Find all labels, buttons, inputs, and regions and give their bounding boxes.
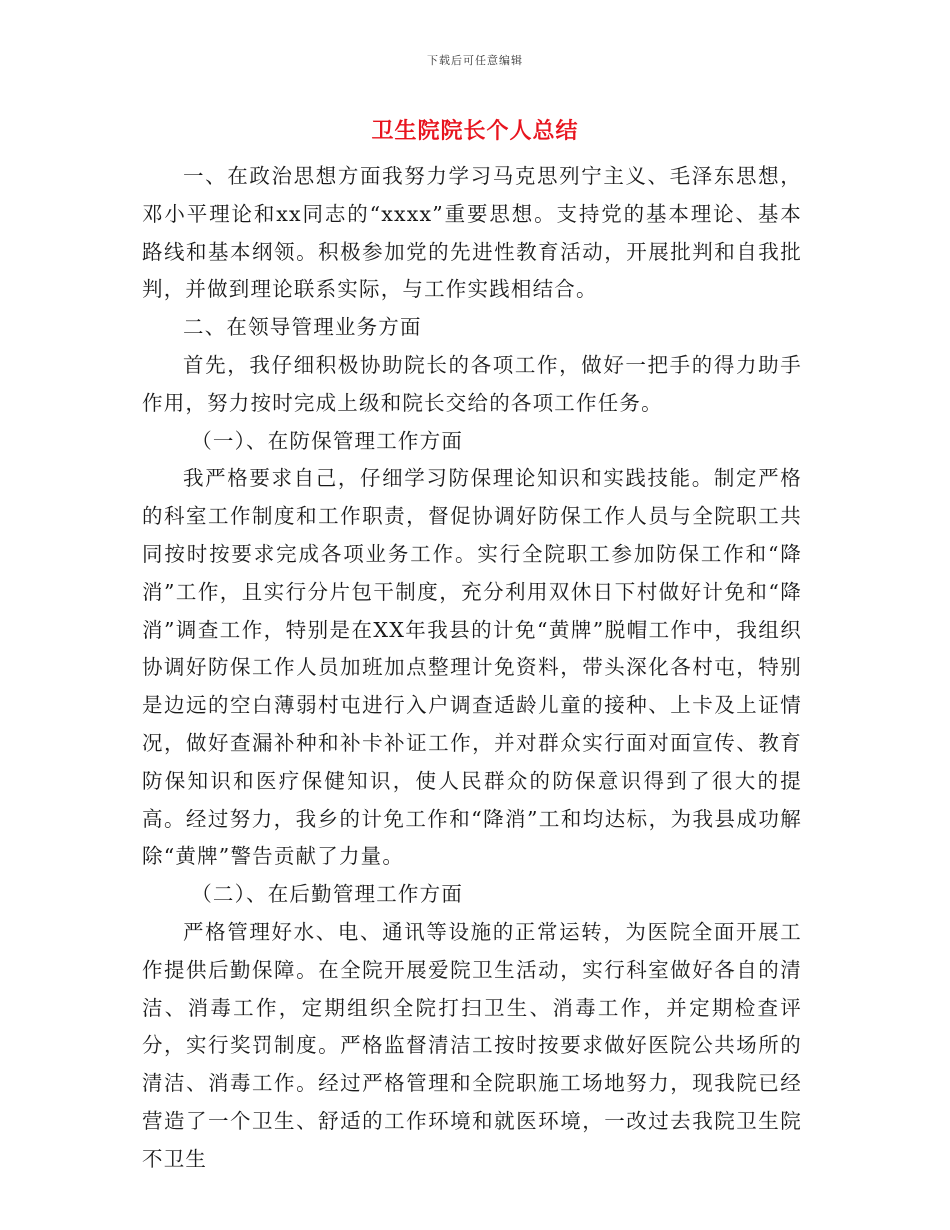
section-heading-leadership: 二、在领导管理业务方面 xyxy=(183,315,422,340)
paragraph-logistics-work: 严格管理好水、电、通讯等设施的正常运转，为医院全面开展工作提供后勤保障。在全院开展爱院卫生活动，实行科室做好各自的清洁、消毒工作，定期组织全院打扫卫生、消毒工作，并定期检查评分，实行奖罚制度。严格监督清洁工按时按要求做好医院公共场所的清洁、消毒工作。经过严格管理和全院职施工场地努力，现我院已经营造了一个卫生、舒适的工作环境和就医环境，一改过去我院卫生院不卫生 xyxy=(142,919,802,1171)
document-body xyxy=(142,158,802,1179)
paragraph-prevention-work: 我严格要求自己，仔细学习防保理论知识和实践技能。制定严格的科室工作制度和工作职责，督促协调好防保工作人员与全院职工共同按时按要求完成各项业务工作。实行全院职工参加防保工作和“降消”工作，且实行分片包干制度，充分利用双休日下村做好计免和“降消”调查工作，特别是在XX年我县的计免“黄牌”脱帽工作中，我组织协调好防保工作人员加班加点整理计免资料，带头深化各村屯，特别是边远的空白薄弱村屯进行入户调查适龄儿童的接种、上卡及上证情况，做好查漏补种和补卡补证工作，并对群众实行面对面宣传、教育防保知识和医疗保健知识，使人民群众的防保意识得到了很大的提高。经过努力，我乡的计免工作和“降消”工和均达标，为我县成功解除“黄牌”警告贡献了力量。 xyxy=(142,466,802,869)
document-title: 卫生院院长个人总结 xyxy=(371,118,579,144)
subsection-heading-prevention: （一）、在防保管理工作方面 xyxy=(191,428,464,453)
page-header-note: 下载后可任意编辑 xyxy=(427,54,523,67)
paragraph-assist-director: 首先，我仔细积极协助院长的各项工作，做好一把手的得力助手作用，努力按时完成上级和院长交给的各项工作任务。 xyxy=(142,352,802,415)
subsection-heading-logistics: （二）、在后勤管理工作方面 xyxy=(191,882,464,907)
paragraph-political-thought: 一、在政治思想方面我努力学习马克思列宁主义、毛泽东思想，邓小平理论和xx同志的“xxxx”重要思想。支持党的基本理论、基本路线和基本纲领。积极参加党的先进性教育活动，开展批判和自我批判，并做到理论联系实际，与工作实践相结合。 xyxy=(142,164,802,302)
